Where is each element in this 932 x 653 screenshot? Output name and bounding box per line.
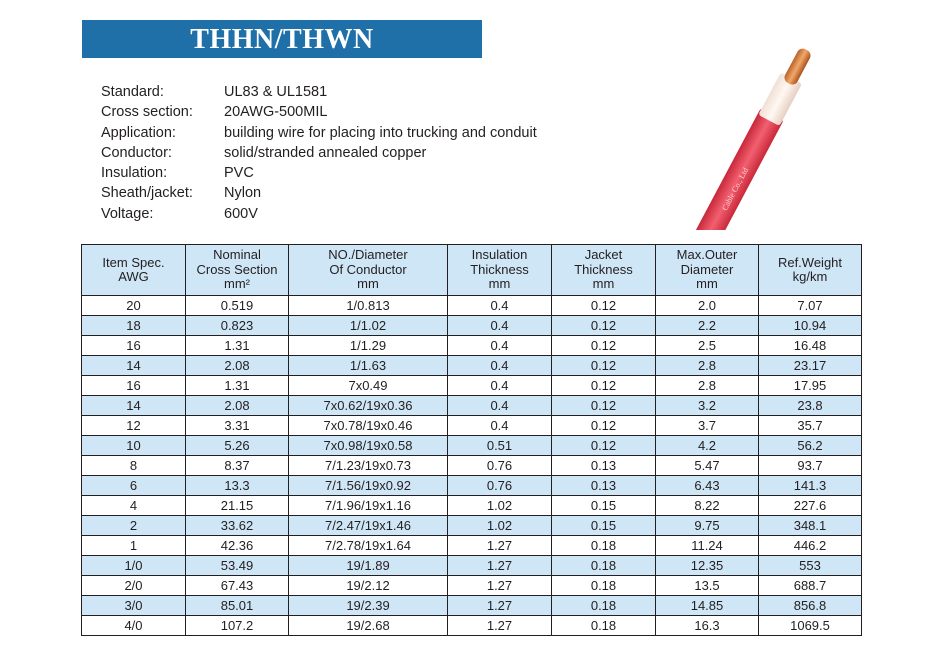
table-cell: 19/2.12 bbox=[289, 576, 448, 596]
table-cell: 553 bbox=[759, 556, 862, 576]
table-cell: 0.519 bbox=[186, 296, 289, 316]
table-row bbox=[82, 316, 862, 336]
column-header-line: Nominal bbox=[213, 247, 261, 263]
table-cell: 16.3 bbox=[656, 616, 759, 636]
spec-row bbox=[101, 183, 601, 203]
table-row bbox=[82, 376, 862, 396]
table-cell: 446.2 bbox=[759, 536, 862, 556]
table-cell: 0.13 bbox=[552, 476, 656, 496]
table-cell: 0.12 bbox=[552, 376, 656, 396]
table-cell: 5.47 bbox=[656, 456, 759, 476]
table-cell: 21.15 bbox=[186, 496, 289, 516]
spec-label: Voltage: bbox=[101, 205, 154, 222]
table-cell: 14 bbox=[82, 396, 186, 416]
table-cell: 1.31 bbox=[186, 376, 289, 396]
spec-row bbox=[101, 143, 601, 163]
table-cell: 2.5 bbox=[656, 336, 759, 356]
table-cell: 7x0.98/19x0.58 bbox=[289, 436, 448, 456]
table-cell: 0.18 bbox=[552, 536, 656, 556]
table-row bbox=[82, 536, 862, 556]
column-header bbox=[656, 245, 759, 296]
table-cell: 2.0 bbox=[656, 296, 759, 316]
column-header-line: Thickness bbox=[470, 261, 529, 277]
table-cell: 7/1.23/19x0.73 bbox=[289, 456, 448, 476]
table-row bbox=[82, 336, 862, 356]
table-cell: 1.27 bbox=[448, 616, 552, 636]
table-cell: 141.3 bbox=[759, 476, 862, 496]
table-cell: 0.4 bbox=[448, 336, 552, 356]
table-cell: 1/1.63 bbox=[289, 356, 448, 376]
table-cell: 0.12 bbox=[552, 296, 656, 316]
table-cell: 0.4 bbox=[448, 376, 552, 396]
table-cell: 1 bbox=[82, 536, 186, 556]
table-cell: 227.6 bbox=[759, 496, 862, 516]
table-cell: 7x0.49 bbox=[289, 376, 448, 396]
table-cell: 2.8 bbox=[656, 376, 759, 396]
table-cell: 7/1.56/19x0.92 bbox=[289, 476, 448, 496]
spec-table bbox=[81, 244, 862, 636]
column-header-line: NO./Diameter bbox=[328, 247, 408, 263]
spec-label: Conductor: bbox=[101, 144, 172, 161]
table-row bbox=[82, 496, 862, 516]
table-cell: 8 bbox=[82, 456, 186, 476]
table-cell: 9.75 bbox=[656, 516, 759, 536]
table-cell: 1.31 bbox=[186, 336, 289, 356]
table-cell: 3.31 bbox=[186, 416, 289, 436]
table-cell: 0.18 bbox=[552, 616, 656, 636]
table-cell: 0.823 bbox=[186, 316, 289, 336]
table-cell: 7.07 bbox=[759, 296, 862, 316]
table-cell: 348.1 bbox=[759, 516, 862, 536]
table-cell: 4 bbox=[82, 496, 186, 516]
table-cell: 0.12 bbox=[552, 396, 656, 416]
table-cell: 1.27 bbox=[448, 536, 552, 556]
table-cell: 107.2 bbox=[186, 616, 289, 636]
table-row bbox=[82, 596, 862, 616]
table-cell: 0.76 bbox=[448, 456, 552, 476]
table-cell: 2 bbox=[82, 516, 186, 536]
table-cell: 42.36 bbox=[186, 536, 289, 556]
spec-row bbox=[101, 82, 601, 102]
table-cell: 12.35 bbox=[656, 556, 759, 576]
table-cell: 3/0 bbox=[82, 596, 186, 616]
table-cell: 23.17 bbox=[759, 356, 862, 376]
table-cell: 17.95 bbox=[759, 376, 862, 396]
column-header-line: Max.Outer bbox=[676, 247, 738, 263]
table-cell: 18 bbox=[82, 316, 186, 336]
table-cell: 1/0 bbox=[82, 556, 186, 576]
column-header bbox=[759, 245, 862, 296]
spec-value: Nylon bbox=[224, 185, 262, 202]
table-cell: 0.4 bbox=[448, 316, 552, 336]
table-cell: 11.24 bbox=[656, 536, 759, 556]
column-header-line: Jacket bbox=[584, 247, 623, 263]
column-header-line: mm bbox=[696, 276, 718, 292]
spec-label: Cross section: bbox=[101, 104, 193, 121]
spec-label: Application: bbox=[101, 124, 176, 141]
table-cell: 14 bbox=[82, 356, 186, 376]
spec-row bbox=[101, 123, 601, 143]
column-header-line: Diameter bbox=[680, 261, 734, 277]
wire-print-text: Cable Co., Ltd bbox=[720, 166, 751, 213]
table-row bbox=[82, 576, 862, 596]
spec-value: solid/stranded annealed copper bbox=[224, 144, 427, 161]
table-cell: 0.76 bbox=[448, 476, 552, 496]
table-cell: 16 bbox=[82, 376, 186, 396]
table-cell: 14.85 bbox=[656, 596, 759, 616]
table-cell: 7x0.62/19x0.36 bbox=[289, 396, 448, 416]
table-cell: 8.37 bbox=[186, 456, 289, 476]
table-cell: 7x0.78/19x0.46 bbox=[289, 416, 448, 436]
table-row bbox=[82, 516, 862, 536]
table-cell: 2.8 bbox=[656, 356, 759, 376]
table-cell: 0.12 bbox=[552, 356, 656, 376]
column-header bbox=[448, 245, 552, 296]
spec-row bbox=[101, 163, 601, 183]
table-cell: 1069.5 bbox=[759, 616, 862, 636]
table-cell: 23.8 bbox=[759, 396, 862, 416]
spec-label: Insulation: bbox=[101, 165, 168, 182]
table-cell: 10.94 bbox=[759, 316, 862, 336]
column-header bbox=[552, 245, 656, 296]
table-row bbox=[82, 476, 862, 496]
column-header bbox=[289, 245, 448, 296]
table-row bbox=[82, 556, 862, 576]
table-cell: 19/2.68 bbox=[289, 616, 448, 636]
table-cell: 16.48 bbox=[759, 336, 862, 356]
table-cell: 6.43 bbox=[656, 476, 759, 496]
table-cell: 53.49 bbox=[186, 556, 289, 576]
table-cell: 35.7 bbox=[759, 416, 862, 436]
table-cell: 33.62 bbox=[186, 516, 289, 536]
conductor-shape bbox=[782, 47, 812, 87]
spec-label: Sheath/jacket: bbox=[101, 185, 193, 202]
table-cell: 1.27 bbox=[448, 576, 552, 596]
column-header-line: Item Spec. bbox=[102, 254, 165, 270]
column-header-line: Thickness bbox=[574, 261, 633, 277]
table-cell: 0.18 bbox=[552, 576, 656, 596]
table-cell: 1/1.02 bbox=[289, 316, 448, 336]
table-row bbox=[82, 416, 862, 436]
column-header-line: mm² bbox=[224, 276, 250, 292]
table-cell: 1/0.813 bbox=[289, 296, 448, 316]
table-row bbox=[82, 356, 862, 376]
table-cell: 67.43 bbox=[186, 576, 289, 596]
table-cell: 2.2 bbox=[656, 316, 759, 336]
table-cell: 7/2.78/19x1.64 bbox=[289, 536, 448, 556]
table-cell: 0.18 bbox=[552, 556, 656, 576]
wire-illustration bbox=[660, 40, 860, 230]
spec-value: 600V bbox=[224, 205, 258, 222]
table-cell: 1.02 bbox=[448, 496, 552, 516]
column-header-line: Ref.Weight bbox=[777, 254, 843, 270]
column-header-line: mm bbox=[488, 276, 511, 292]
column-header-line: mm bbox=[592, 276, 615, 292]
table-cell: 13.5 bbox=[656, 576, 759, 596]
table-row bbox=[82, 396, 862, 416]
table-row bbox=[82, 296, 862, 316]
column-header bbox=[82, 245, 186, 296]
table-cell: 19/1.89 bbox=[289, 556, 448, 576]
table-cell: 13.3 bbox=[186, 476, 289, 496]
table-cell: 4/0 bbox=[82, 616, 186, 636]
table-cell: 1.02 bbox=[448, 516, 552, 536]
page-title: THHN/THWN bbox=[190, 24, 374, 55]
spec-value: building wire for placing into trucking and conduit bbox=[224, 124, 537, 141]
table-cell: 0.12 bbox=[552, 436, 656, 456]
column-header-line: mm bbox=[357, 276, 379, 292]
table-cell: 0.51 bbox=[448, 436, 552, 456]
spec-row bbox=[101, 102, 601, 122]
table-cell: 0.4 bbox=[448, 416, 552, 436]
table-cell: 20 bbox=[82, 296, 186, 316]
table-cell: 6 bbox=[82, 476, 186, 496]
column-header-line: Insulation bbox=[471, 247, 528, 263]
table-cell: 856.8 bbox=[759, 596, 862, 616]
table-cell: 0.4 bbox=[448, 356, 552, 376]
column-header-line: AWG bbox=[118, 269, 149, 284]
spec-list bbox=[101, 82, 601, 224]
spec-value: UL83 & UL1581 bbox=[224, 84, 328, 100]
table-cell: 85.01 bbox=[186, 596, 289, 616]
table-cell: 0.4 bbox=[448, 396, 552, 416]
table-body bbox=[82, 296, 862, 636]
spec-row bbox=[101, 204, 601, 224]
table-cell: 2/0 bbox=[82, 576, 186, 596]
table-cell: 2.08 bbox=[186, 356, 289, 376]
table-cell: 0.18 bbox=[552, 596, 656, 616]
table-cell: 2.08 bbox=[186, 396, 289, 416]
table-row bbox=[82, 436, 862, 456]
title-banner bbox=[82, 20, 482, 58]
spec-label: Standard: bbox=[101, 84, 164, 100]
table-cell: 1/1.29 bbox=[289, 336, 448, 356]
table-header-row bbox=[82, 245, 862, 296]
table-row bbox=[82, 616, 862, 636]
table-cell: 56.2 bbox=[759, 436, 862, 456]
table-cell: 19/2.39 bbox=[289, 596, 448, 616]
table-cell: 93.7 bbox=[759, 456, 862, 476]
table-cell: 4.2 bbox=[656, 436, 759, 456]
table-cell: 10 bbox=[82, 436, 186, 456]
table-cell: 0.15 bbox=[552, 516, 656, 536]
insulation-shape bbox=[691, 107, 784, 230]
spec-value: 20AWG-500MIL bbox=[224, 104, 328, 121]
table-cell: 16 bbox=[82, 336, 186, 356]
table-cell: 1.27 bbox=[448, 596, 552, 616]
column-header-line: Cross Section bbox=[196, 261, 278, 277]
table-cell: 0.12 bbox=[552, 336, 656, 356]
table-cell: 8.22 bbox=[656, 496, 759, 516]
table-cell: 0.15 bbox=[552, 496, 656, 516]
table-cell: 5.26 bbox=[186, 436, 289, 456]
table-row bbox=[82, 456, 862, 476]
spec-value: PVC bbox=[224, 165, 254, 182]
column-header-line: Of Conductor bbox=[329, 261, 407, 277]
table-cell: 0.12 bbox=[552, 416, 656, 436]
table-cell: 0.4 bbox=[448, 296, 552, 316]
table-cell: 7/1.96/19x1.16 bbox=[289, 496, 448, 516]
table-cell: 12 bbox=[82, 416, 186, 436]
table-cell: 3.2 bbox=[656, 396, 759, 416]
table-cell: 3.7 bbox=[656, 416, 759, 436]
table-cell: 7/2.47/19x1.46 bbox=[289, 516, 448, 536]
table-cell: 688.7 bbox=[759, 576, 862, 596]
table-cell: 1.27 bbox=[448, 556, 552, 576]
table-cell: 0.12 bbox=[552, 316, 656, 336]
column-header bbox=[186, 245, 289, 296]
table-cell: 0.13 bbox=[552, 456, 656, 476]
column-header-line: kg/km bbox=[792, 269, 828, 284]
